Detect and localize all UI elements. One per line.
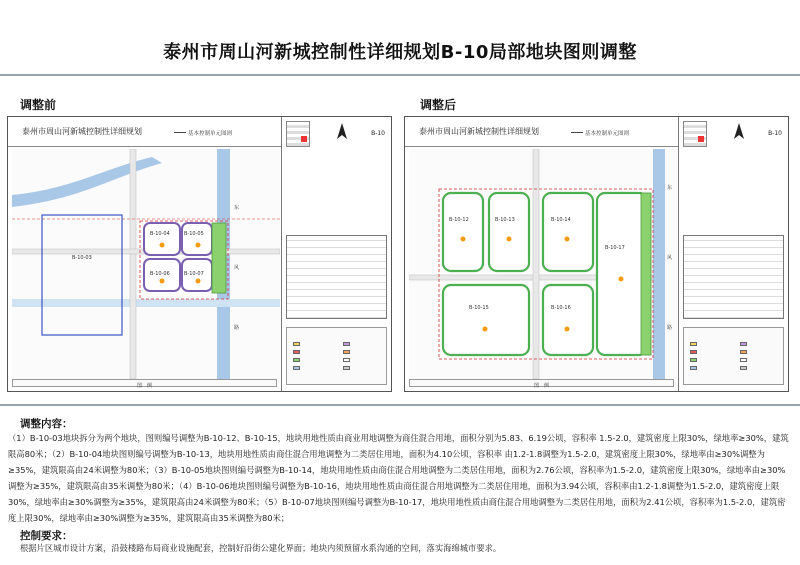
before-legend-bar [12,379,277,387]
north-arrow-icon [336,123,348,141]
svg-text:路: 路 [234,325,240,331]
svg-text:东: 东 [667,185,673,191]
bottom-divider [0,404,800,406]
block-b-10-13 [489,193,529,271]
svg-text:B-10-12: B-10-12 [449,217,469,223]
svg-text:B-10-06: B-10-06 [150,271,170,277]
svg-text:B-10-05: B-10-05 [184,231,204,237]
svg-text:B-10-03: B-10-03 [72,255,92,261]
north-arrow-icon [733,123,745,141]
before-map-subtitle: 基本控制单元图则 [188,131,233,137]
before-control-table [286,235,387,319]
block-b-10-05 [182,223,212,255]
svg-text:B-10-14: B-10-14 [551,217,571,223]
content-text: （1）B-10-03地块拆分为两个地块，图则编号调整为B-10-12、B-10-15，地块用地性质由商业用地调整为商住混合用地，面积分别为5.83、6.19公顷，容积率 1.5-2.0，建筑密度上限30%，绿地率≥30%，建筑限高80米；（2）B-10-04地块图则编号调整为B-10-13，地块用地性质由商住混合用地调整为二类居住用地，面积为4.10公顷，容积率 由1.2-1.8调整为1.5-2.0，建筑密度上限30%，绿地率由≥30%调整为≥35%，建筑限高由24米调整为80米；（3）B-10-05地块图则编号调整为B-10-14，地块用地性质由商住混合用地调整为二类居住用地，面积为2.76公顷，容积率为1.5-2.0，建筑密度上限30%，绿地率由≥30%调整为≥35%，建筑限高由35米调整为80米；（4）B-10-06地块图则编号调整为B-10-16，地块用地性质由商住混合用地调整为二类居住用地，面积为3.94公顷，容积率由1.2-1.8调整为1.5-2.0，建筑密度上限30%，绿地率由≥30%调整为≥35%，建筑限高由24米调整为80米；（5）B-10-07地块图则编号调整为B-10-17，地块用地性质由商住混合用地调整为二类居住用地，面积为2.41公顷，容积率为1.5-2.0，建筑密度上限30%，绿地率由≥30%调整为≥35%，建筑限高由35米调整为80米； [8,433,789,523]
content-title: 调整内容： [20,418,73,430]
svg-text:路: 路 [667,325,673,331]
top-divider [0,74,800,76]
block-b-10-14 [543,193,593,271]
svg-text:B-10-15: B-10-15 [469,305,489,311]
after-map-name: 泰州市周山河新城控制性详细规划 [419,127,539,136]
before-legend-title: 图 例 [136,383,152,389]
before-label: 调整前 [20,98,57,112]
svg-text:B-10-17: B-10-17 [605,245,625,251]
svg-text:风: 风 [234,265,240,271]
after-plan-drawing [409,149,677,379]
after-code: B-10 [768,130,782,137]
before-plan-drawing [12,149,280,379]
block-b-10-16 [543,285,593,355]
svg-text:东: 东 [234,205,240,211]
before-code: B-10 [371,130,385,137]
after-locator-map [683,121,707,147]
before-legend [286,327,387,385]
after-control-table [683,235,784,319]
page-title: 泰州市周山河新城控制性详细规划B-10局部地块图则调整 [163,42,637,63]
channel [12,299,280,307]
svg-text:B-10-07: B-10-07 [184,271,204,277]
block-b-10-12 [443,193,483,271]
svg-text:B-10-13: B-10-13 [495,217,515,223]
after-legend [683,327,784,385]
before-locator-map [286,121,310,147]
block-b-10-15 [443,285,529,355]
svg-text:风: 风 [667,255,673,261]
before-map [7,116,392,392]
control-text: 根据片区城市设计方案，沿鼓楼路布局商业设施配套，控制好沿街公建化界面；地块内须预留水系沟通的空间，落实海绵城市要求。 [20,543,502,553]
control-title: 控制要求： [20,530,73,542]
green-belt [641,193,651,355]
before-plan-svg [12,149,280,379]
svg-text:B-10-16: B-10-16 [551,305,571,311]
svg-text:B-10-04: B-10-04 [150,231,170,237]
after-legend-title: 图 例 [533,383,549,389]
after-plan-svg [409,149,677,379]
canal [653,149,665,379]
block-b-10-04 [144,223,180,255]
block-b-10-17 [597,193,647,355]
after-map [404,116,789,392]
after-legend-bar [409,379,674,387]
after-map-subtitle: 基本控制单元图则 [585,131,630,137]
after-label: 调整后 [420,98,457,112]
before-map-name: 泰州市周山河新城控制性详细规划 [22,127,142,136]
before-sidebar [281,117,391,391]
after-sidebar [678,117,788,391]
green-belt [212,223,226,293]
